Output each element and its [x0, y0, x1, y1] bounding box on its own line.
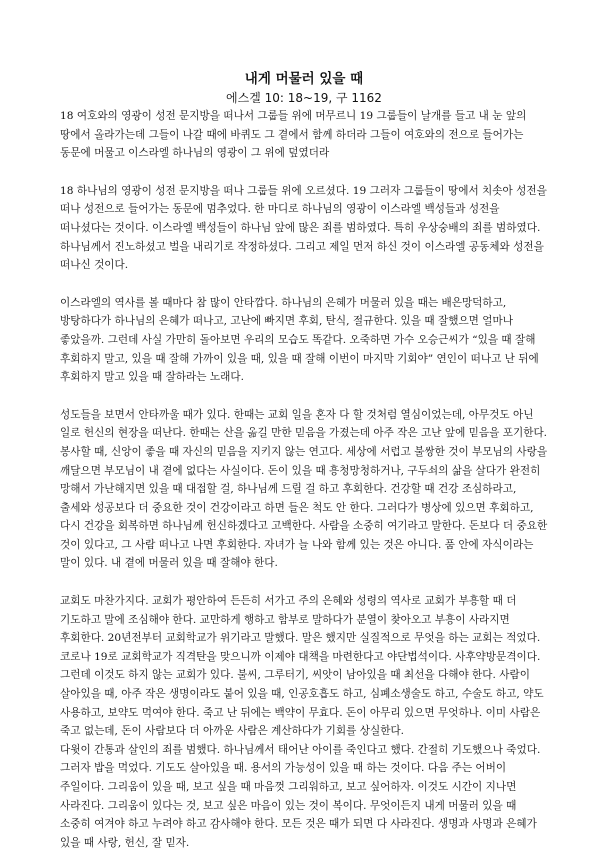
paragraph-2: 이스라엘의 역사를 볼 때마다 참 많이 안타깝다. 하나님의 은혜가 머물러 있을 때는 배은망덕하고, 방탕하다가 하나님의 은혜가 떠나고, 고난에 빠지면 후회, 탄식, 절규한다. 있을 때 잘했으면 얼마나 좋았을까. 그런데 사실 가만히 돌아보면 우리의 모습도 똑같다. 오죽하면 가수 오승근씨가 “있을 때 잘해 후회하지 말고, 있을 때 잘해 가까이 있을 때, 있을 때 잘해 이번이 마지막 기회야” 연인이 떠나고 난 뒤에 후회하지 말고 있을 때 잘하라는 노래다.: [60, 296, 539, 384]
document-page: [60, 70, 548, 852]
paragraph-gap: [60, 163, 548, 182]
paragraph-5: 다윗이 간통과 살인의 죄를 범했다. 하나님께서 태어난 아이를 죽인다고 했다. 간절히 기도했으나 죽었다. 그러자 밥을 먹었다. 기도도 살아있을 때. 용서의 가능성이 있을 때 하는 것이다. 다음 주는 어버이 주일이다. 그리움이 있을 때, 보고 싶을 때 마음껏 그리워하고, 보고 싶어하자. 이것도 시간이 지나면 사라진다. 그리움이 있다는 것, 보고 싶은 마음이 있는 것이 복이다. 무엇이든지 내게 머물러 있을 때 소중히 여겨야 하고 누려야 하고 감사해야 한다. 모든 것은 때가 되면 다 사라진다. 생명과 사명과 은혜가 있을 때 사랑, 헌신, 잘 믿자.: [60, 743, 541, 849]
scripture-reference: 에스겔 10: 18~19, 구 1162: [226, 91, 382, 105]
paragraph-gap: [60, 275, 548, 294]
paragraph-4: 교회도 마찬가지다. 교회가 평안하여 든든히 서가고 주의 은혜와 성령의 역사로 교회가 부흥할 때 더 기도하고 말에 조심해야 한다. 교만하게 행하고 함부로 말하다가 분열이 찾아오고 부흥이 사라지면 후회한다. 20년전부터 교회학교가 위기라고 말했다. 말은 했지만 실질적으로 무엇을 하는 교회는 적었다. 코로나 19로 교회학교가 직격탄을 맞으니까 이제야 대책을 마련한다고 야단법석이다. 사후약방문격이다. 그런데 이것도 하지 않는 교회가 있다. 불씨, 그루터기, 씨앗이 남아있을 때 최선을 다해야 한다. 사람이 살아있을 때, 아주 작은 생명이라도 붙어 있을 때, 인공호흡도 하고, 심폐소생술도 하고, 수술도 하고, 약도 사용하고, 보약도 먹여야 한다. 죽고 난 뒤에는 백약이 무효다. 돈이 아무리 있으면 무엇하나. 이미 사람은 죽고 없는데, 돈이 사람보다 더 아까운 사람은 계산하다가 기회를 상실한다.: [60, 595, 544, 738]
paragraph-1: 18 하나님의 영광이 성전 문지방을 떠나 그룹들 위에 오르셨다. 19 그러자 그룹들이 땅에서 치솟아 성전을 떠나 성전으로 들어가는 동문에 멈추었다. 한 마디로 하나님의 영광이 이스라엘 백성들과 성전을 떠나셨다는 것이다. 이스라엘 백성들이 하나님 앞에 많은 죄를 범하였다. 특히 우상숭배의 죄를 범하였다. 하나님께서 진노하셨고 벌을 내리기로 작정하셨다. 그리고 제일 먼저 하신 것이 이스라엘 공동체와 성전을 떠나신 것이다.: [60, 184, 547, 272]
paragraph-3: 성도들을 보면서 안타까울 때가 있다. 한때는 교회 일을 혼자 다 할 것처럼 열심이었는데, 아무것도 아닌 일로 헌신의 현장을 떠난다. 한때는 산을 옮길 만한 믿음을 가졌는데 아주 작은 고난 앞에 믿음을 포기한다. 봉사할 때, 신앙이 좋을 때 자신의 믿음을 지키지 않는 연고다. 세상에 서럽고 불쌍한 것이 부모님의 사랑을 깨달으면 부모님이 내 곁에 없다는 사실이다. 돈이 있을 때 흥청망청하거나, 구두쇠의 삶을 살다가 완전히 망해서 가난해지면 있을 때 대접할 걸, 하나님께 드릴 걸 하고 후회한다. 건강할 때 건강 조심하라고, 출세와 성공보다 더 중요한 것이 건강이라고 하면 들은 척도 안 한다. 그러다가 병상에 있으면 후회하고, 다시 건강을 회복하면 하나님께 헌신하겠다고 고백한다. 사람을 소중히 여기라고 말한다. 돈보다 더 중요한 것이 있다고, 그 사람 떠나고 나면 후회한다. 자녀가 늘 나와 함께 있는 것은 아니다. 품 안에 자식이라는 말이 있다. 내 곁에 머물러 있을 때 잘해야 한다.: [60, 408, 548, 570]
document-title: 내게 머물러 있을 때: [244, 71, 364, 87]
scripture-text: 18 여호와의 영광이 성전 문지방을 떠나서 그룹들 위에 머무르니 19 그룹들이 날개를 들고 내 눈 앞의 땅에서 올라가는데 그들이 나갈 때에 바퀴도 그 곁에서 함께 하더라 그들이 여호와의 전으로 들어가는 동문에 머물고 이스라엘 하나님의 영광이 그 위에 덮였더라: [60, 110, 527, 160]
paragraph-gap: [60, 573, 548, 592]
paragraph-gap: [60, 387, 548, 406]
